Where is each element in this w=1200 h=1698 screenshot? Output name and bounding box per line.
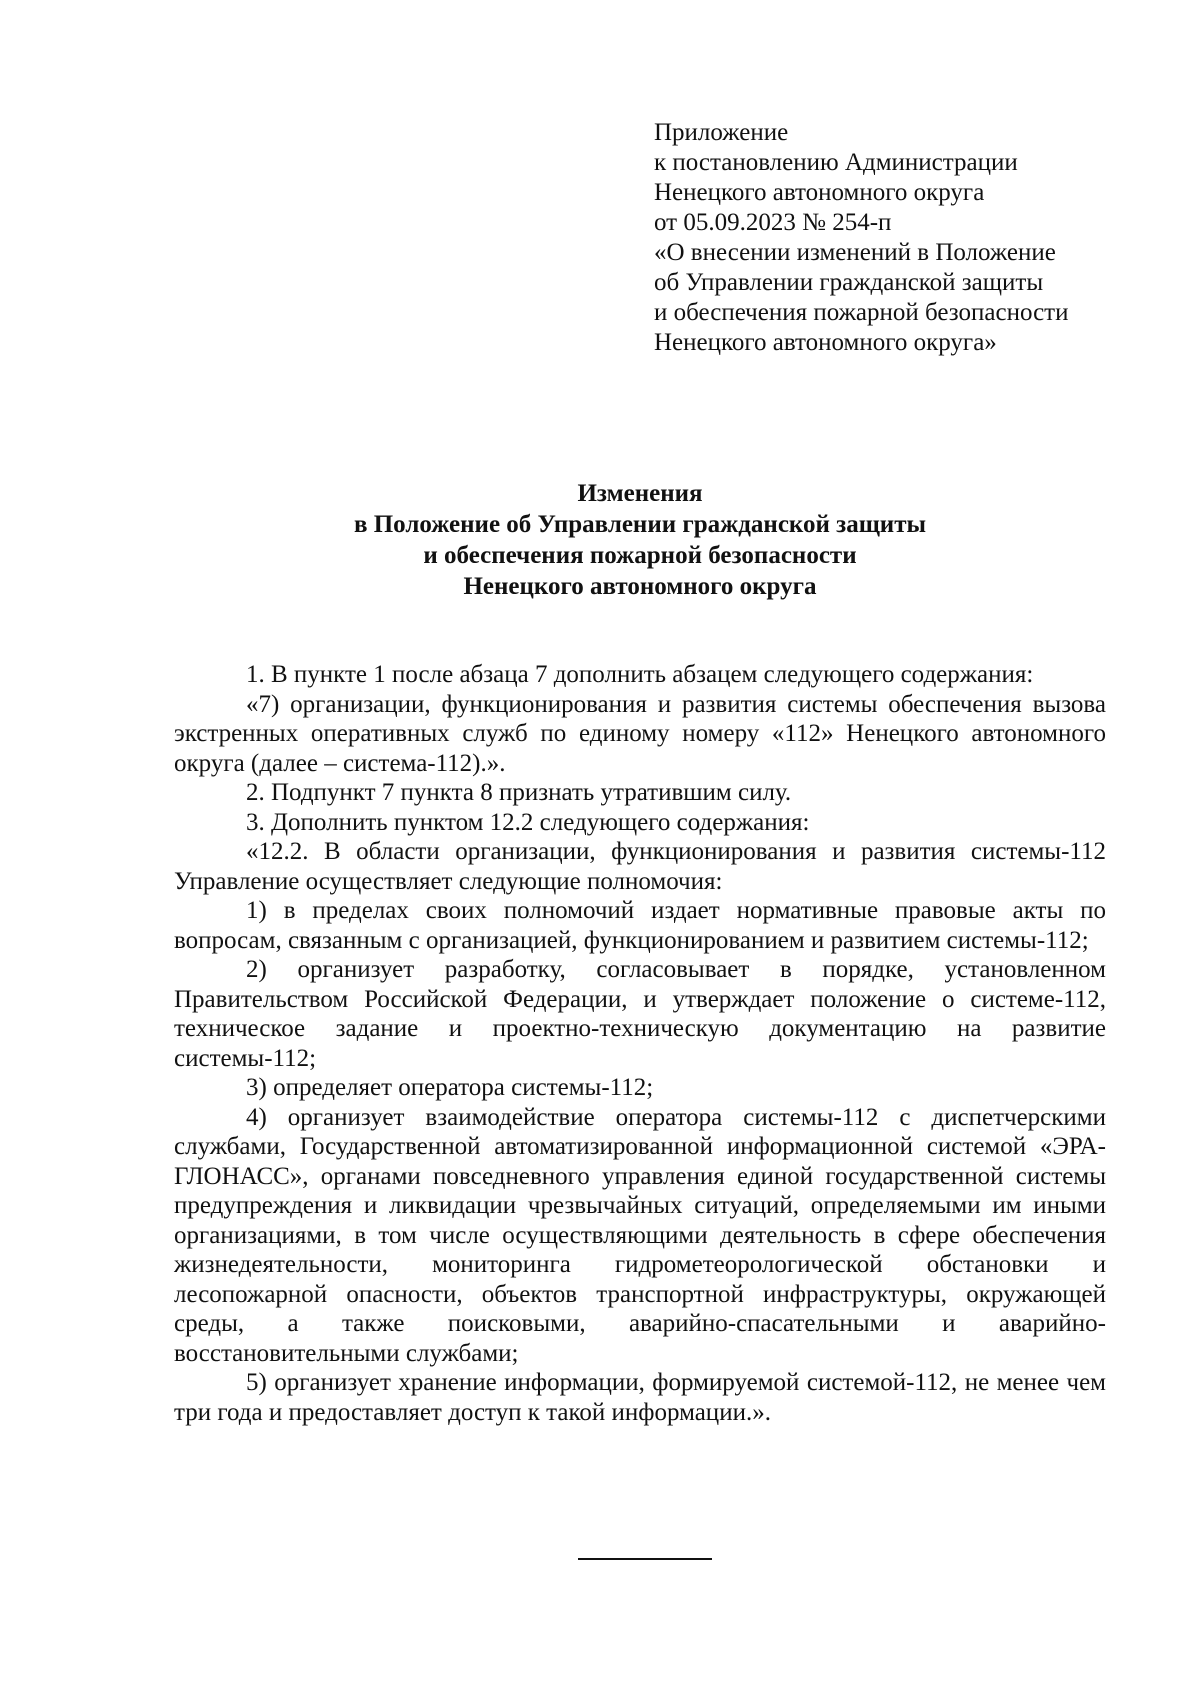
appendix-block bbox=[654, 118, 1154, 358]
paragraph: 3) определяет оператора системы-112; bbox=[246, 1074, 654, 1101]
appendix-line: Ненецкого автономного округа» bbox=[654, 329, 997, 356]
paragraph: «12.2. В области организации, функционирования и развития системы-112 Управление осуществляет следующие полномочия: bbox=[174, 838, 1106, 895]
paragraph: 5) организует хранение информации, формируемой системой-112, не менее чем три года и предоставляет доступ к такой информации.». bbox=[174, 1369, 1106, 1426]
document-title bbox=[170, 478, 1110, 602]
end-separator-line bbox=[578, 1558, 712, 1560]
appendix-line: Ненецкого автономного округа bbox=[654, 179, 985, 206]
paragraph: 1. В пункте 1 после абзаца 7 дополнить абзацем следующего содержания: bbox=[246, 661, 1034, 688]
appendix-line: к постановлению Администрации bbox=[654, 149, 1018, 176]
paragraph: 4) организует взаимодействие оператора системы-112 с диспетчерскими службами, Государственной автоматизированной информационной системой «ЭРА-ГЛОНАСС», органами повседневного управления единой государственной системы предупреждения и ликвидации чрезвычайных ситуаций, определяемыми им иными организациями, в том числе осуществляющими деятельность в сфере обеспечения жизнедеятельности, мониторинга гидрометеорологической обстановки и лесопожарной опасности, объектов транспортной инфраструктуры, окружающей среды, а также поисковыми, аварийно-спасательными и аварийно-восстановительными службами; bbox=[174, 1103, 1106, 1367]
paragraph: 1) в пределах своих полномочий издает нормативные правовые акты по вопросам, связанным с организацией, функционированием и развитием системы-112; bbox=[174, 897, 1106, 954]
appendix-line: об Управлении гражданской защиты bbox=[654, 269, 1044, 296]
paragraph: 2) организует разработку, согласовывает в порядке, установленном Правительством Российской Федерации, и утверждает положение о системе-112, техническое задание и проектно-техническую документацию на развитие системы-112; bbox=[174, 956, 1106, 1072]
title-line: Ненецкого автономного округа bbox=[463, 573, 817, 600]
paragraph: «7) организации, функционирования и развития системы обеспечения вызова экстренных оперативных служб по единому номеру «112» Ненецкого автономного округа (далее – система-112).». bbox=[174, 690, 1106, 777]
appendix-line: и обеспечения пожарной безопасности bbox=[654, 299, 1069, 326]
appendix-line: от 05.09.2023 № 254-п bbox=[654, 209, 892, 236]
title-line: Изменения bbox=[577, 480, 703, 507]
document-body bbox=[174, 660, 1106, 1427]
title-line: в Положение об Управлении гражданской защиты bbox=[353, 511, 927, 538]
appendix-line: Приложение bbox=[654, 119, 789, 146]
appendix-line: «О внесении изменений в Положение bbox=[654, 239, 1056, 266]
paragraph: 2. Подпункт 7 пункта 8 признать утратившим силу. bbox=[246, 779, 792, 806]
paragraph: 3. Дополнить пунктом 12.2 следующего содержания: bbox=[246, 808, 810, 836]
title-line: и обеспечения пожарной безопасности bbox=[423, 542, 857, 569]
